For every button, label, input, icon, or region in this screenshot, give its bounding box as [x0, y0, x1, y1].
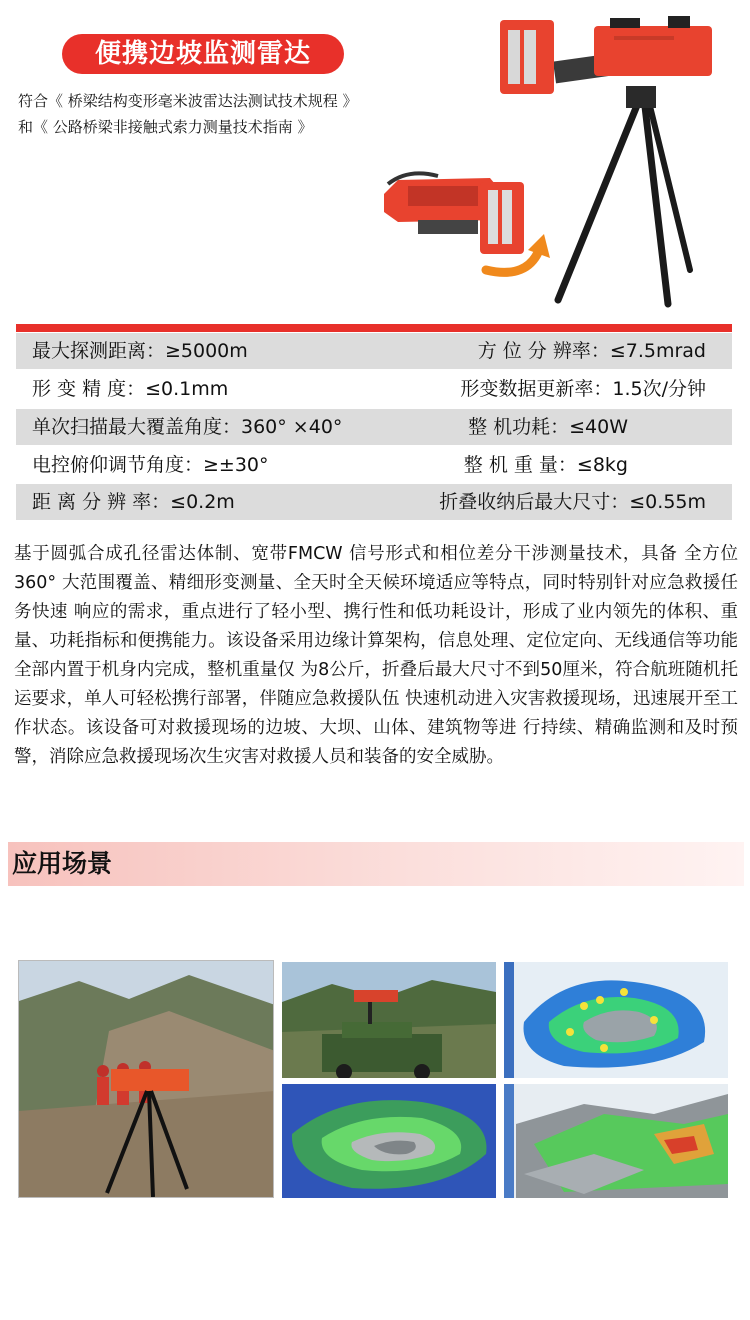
- spec-row: [16, 447, 732, 483]
- spec-label: 电控俯仰调节角度：≥±30°: [32, 454, 269, 476]
- specs-top-bar: [16, 324, 732, 332]
- spec-label: 折叠收纳后最大尺寸：≤0.55m: [439, 491, 706, 513]
- monitoring-map-3d-3: [504, 1084, 728, 1198]
- spec-label: 形变数据更新率：1.5次/分钟: [460, 378, 706, 400]
- monitoring-map-3d-2: [282, 1084, 496, 1198]
- spec-row: [16, 371, 732, 407]
- spec-row: [16, 409, 732, 445]
- radar-product-image: [378, 8, 738, 308]
- spec-label: 整 机 重 量：≤8kg: [463, 454, 628, 476]
- spec-label: 整 机功耗：≤40W: [468, 416, 628, 438]
- spec-label: 形 变 精 度：≤0.1mm: [32, 378, 229, 400]
- spec-label: 单次扫描最大覆盖角度：360° ×40°: [32, 416, 343, 438]
- standards-text: 符合《 桥梁结构变形毫米波雷达法测试技术规程 》和《 公路桥梁非接触式索力测量技术指南 》: [18, 92, 358, 136]
- page-title: 便携边坡监测雷达: [62, 34, 344, 74]
- section-header: [8, 842, 744, 886]
- spec-label: 方 位 分 辨率：≤7.5mrad: [477, 340, 706, 362]
- product-description: 基于圆弧合成孔径雷达体制、宽带FMCW 信号形式和相位差分干涉测量技术，具备 全方位360° 大范围覆盖、精细形变测量、全天时全天候环境适应等特点，同时特别针对应急救援任务快速 响应的需求，重点进行了轻小型、携行性和低功耗设计，形成了业内领先的体积、重量、功耗指标和便携能力。该设备采用边缘计算架构，信息处理、定位定向、无线通信等功能全部内置于机身内完成，整机重量仅 为8公斤，折叠后最大尺寸不到50厘米，符合航班随机托运要求，单人可轻松携行部署，伴随应急救援队伍 快速机动进入灾害救援现场，迅速展开至工作状态。该设备可对救援现场的边坡、大坝、山体、建筑物等进 行持续、精确监测和及时预警，消除应急救援现场次生灾害对救援人员和装备的安全威胁。: [14, 544, 738, 767]
- vehicle-mounted-radar-photo: [282, 962, 496, 1078]
- field-deployment-photo: [18, 960, 274, 1198]
- section-title: 应用场景: [12, 849, 113, 878]
- spec-row: [16, 333, 732, 369]
- spec-label: 距 离 分 辨 率：≤0.2m: [32, 491, 235, 513]
- spec-row: [16, 484, 732, 520]
- spec-label: 最大探测距离：≥5000m: [32, 340, 248, 362]
- monitoring-map-3d-1: [504, 962, 728, 1078]
